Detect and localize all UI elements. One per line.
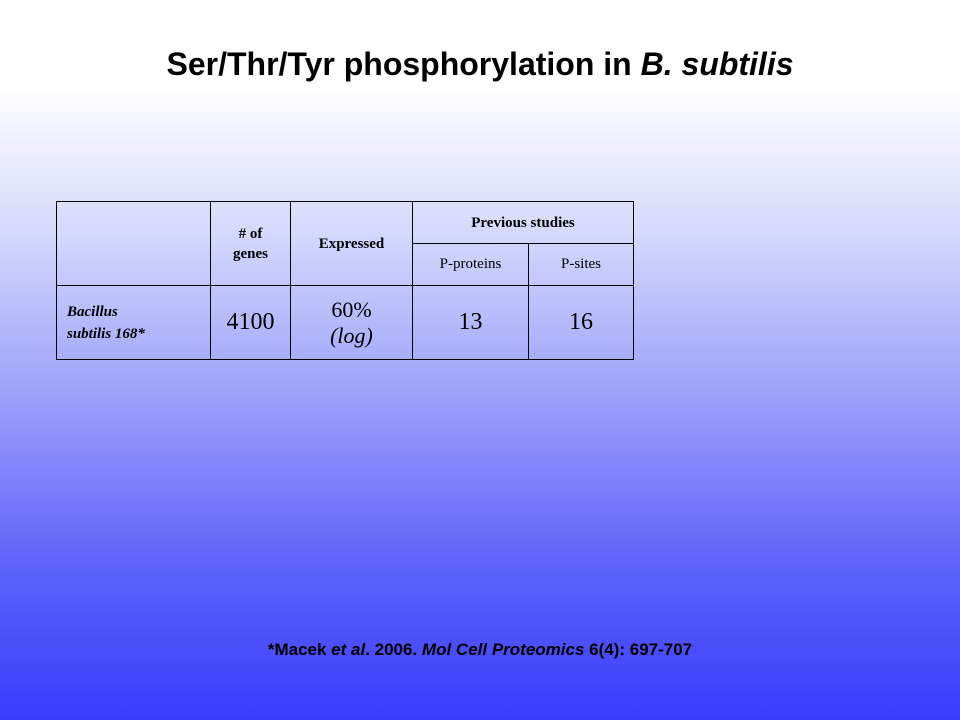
genes-header-line2: genes: [233, 245, 268, 262]
expressed-note: (log): [330, 322, 373, 348]
citation: [0, 640, 960, 660]
genes-value: 4100: [211, 286, 291, 360]
genes-header: [211, 202, 291, 286]
organism-cell: [57, 286, 211, 360]
citation-et-al: et al: [331, 640, 366, 659]
expressed-header: Expressed: [291, 202, 413, 286]
title-species: B. subtilis: [640, 46, 794, 82]
previous-studies-header: Previous studies: [413, 202, 634, 244]
phosphorylation-table: [56, 201, 634, 360]
citation-year: . 2006.: [365, 640, 422, 659]
organism-line2: subtilis 168*: [67, 325, 145, 342]
expressed-cell: [291, 286, 413, 360]
citation-journal: Mol Cell Proteomics: [421, 640, 585, 659]
p-sites-header: P-sites: [529, 244, 634, 286]
corner-cell: [57, 202, 211, 286]
p-proteins-value: 13: [413, 286, 529, 360]
slide-title: [0, 46, 960, 100]
table-row: [57, 286, 634, 360]
citation-prefix: *Macek: [267, 640, 332, 659]
p-sites-value: 16: [529, 286, 634, 360]
p-proteins-header: P-proteins: [413, 244, 529, 286]
organism-line1: Bacillus: [67, 303, 118, 320]
genes-header-line1: # of: [238, 225, 263, 242]
title-main: Ser/Thr/Tyr phosphorylation in: [166, 46, 641, 82]
citation-details: 6(4): 697-707: [584, 640, 693, 659]
expressed-value: 60%: [331, 296, 372, 322]
